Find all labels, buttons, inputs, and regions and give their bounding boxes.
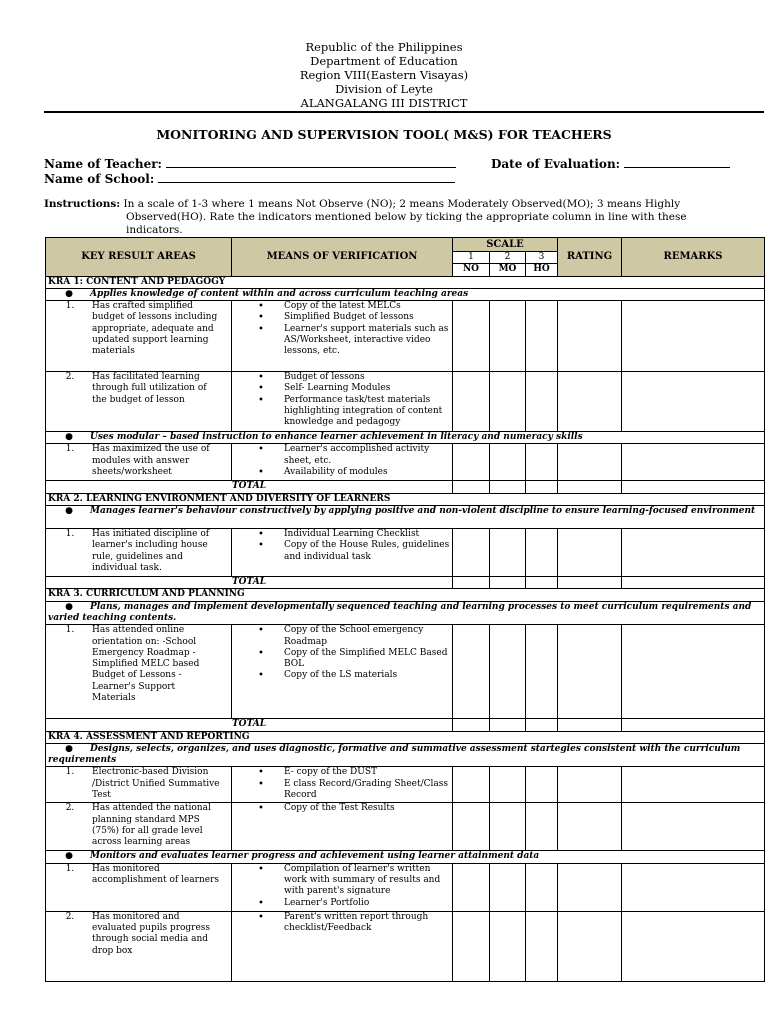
school-name-field[interactable]: [44, 171, 455, 186]
remarks-cell[interactable]: [622, 863, 765, 911]
total-ho-cell[interactable]: [526, 481, 558, 493]
verification-item: • Copy of the House Rules, guidelines and individual task: [284, 540, 450, 563]
scale-no-cell[interactable]: [453, 372, 490, 432]
item-cell: [46, 372, 232, 432]
verification-cell: [232, 301, 453, 372]
scale-mo-cell[interactable]: [490, 911, 526, 981]
kra-3-indicator-1: Plans, manages and implement developmentally sequenced teaching and learning processes to meet curriculum requirements and varied teaching contents.: [48, 601, 752, 623]
item-text: Electronic-based Division /District Unified Summative Test: [92, 767, 220, 801]
kra-1-indicator-1: Applies knowledge of content within and across curriculum teaching areas: [90, 288, 469, 299]
item-text: Has attended the national planning standard MPS (75%) for all grade level across learning areas: [92, 803, 211, 848]
header-key-result-areas: KEY RESULT AREAS: [46, 238, 232, 277]
indicator-row: [46, 288, 765, 300]
verification-item: • Parent's written report through checklist/Feedback: [284, 912, 450, 935]
rating-cell[interactable]: [558, 803, 622, 851]
scale-no-cell[interactable]: [453, 863, 490, 911]
kra-4-title: KRA 4. ASSESSMENT AND REPORTING: [46, 731, 765, 743]
kra-1-indicator-2: Uses modular – based instruction to enhance learner achievement in literacy and numeracy skills: [90, 432, 583, 443]
scale-mo-cell[interactable]: [490, 444, 526, 481]
bullet-icon: ●: [65, 601, 73, 612]
item-cell: [46, 301, 232, 372]
item-number: 2.: [65, 803, 75, 814]
scale-1: 1: [453, 252, 490, 264]
rating-cell[interactable]: [558, 444, 622, 481]
item-text: Has crafted simplified budget of lessons including appropriate, adequate and updated support learning materials: [92, 301, 218, 357]
verification-item: • Performance task/test materials highlighting integration of content knowledge and pedagogy: [284, 395, 450, 429]
table-row: [46, 444, 765, 481]
header-division: Division of Leyte: [335, 82, 433, 96]
remarks-cell[interactable]: [622, 444, 765, 481]
scale-2: 2: [490, 252, 526, 264]
total-mo-cell[interactable]: [490, 481, 526, 493]
instructions: [44, 198, 734, 237]
total-remarks-cell[interactable]: [622, 719, 765, 731]
indicator-row: [46, 601, 765, 625]
instructions-text-1: In a scale of 1-3 where 1 means Not Observe (NO); 2 means Moderately Observed(MO); 3 means Highly: [123, 198, 681, 210]
rating-cell[interactable]: [558, 625, 622, 719]
item-number: 1.: [65, 863, 75, 874]
teacher-name-label: Name of Teacher:: [44, 157, 162, 171]
total-rating-cell[interactable]: [558, 481, 622, 493]
verification-cell: [232, 444, 453, 481]
verification-item: • E- copy of the DUST: [284, 767, 450, 778]
item-cell: [46, 911, 232, 981]
scale-3: 3: [526, 252, 558, 264]
kra-4-indicator-2: Monitors and evaluates learner progress and achievement using learner attainment data: [90, 851, 540, 862]
rating-cell[interactable]: [558, 911, 622, 981]
bullet-icon: ●: [65, 432, 73, 443]
remarks-cell[interactable]: [622, 372, 765, 432]
scale-ho: HO: [526, 264, 558, 276]
kra-2-indicator-1: Manages learner's behaviour constructively by applying positive and non-violent discipline to ensure learning-focused environment: [90, 506, 756, 517]
item-cell: [46, 444, 232, 481]
total-label: TOTAL: [46, 481, 453, 493]
bullet-icon: ●: [65, 288, 73, 299]
verification-item: • Copy of the latest MELCs: [284, 301, 450, 312]
header-scale: SCALE: [453, 238, 558, 252]
rating-cell[interactable]: [558, 767, 622, 803]
header-rule: [44, 111, 764, 113]
header-remarks: REMARKS: [622, 238, 765, 277]
scale-no-cell[interactable]: [453, 911, 490, 981]
scale-no: NO: [453, 264, 490, 276]
scale-no-cell[interactable]: [453, 444, 490, 481]
verification-item: • Copy of the LS materials: [284, 670, 450, 681]
scale-no-cell[interactable]: [453, 301, 490, 372]
total-ho-cell[interactable]: [526, 577, 558, 589]
rating-cell[interactable]: [558, 372, 622, 432]
item-number: 1.: [65, 625, 75, 636]
scale-no-cell[interactable]: [453, 803, 490, 851]
scale-mo-cell[interactable]: [490, 863, 526, 911]
total-remarks-cell[interactable]: [622, 481, 765, 493]
table-row: [46, 803, 765, 851]
scale-no-cell[interactable]: [453, 767, 490, 803]
teacher-name-field[interactable]: [44, 156, 456, 171]
verification-item: • Self- Learning Modules: [284, 383, 450, 394]
item-number: 1.: [65, 301, 75, 312]
total-no-cell[interactable]: [453, 577, 490, 589]
header-rating: RATING: [558, 238, 622, 277]
kra-4-indicator-1: Designs, selects, organizes, and uses diagnostic, formative and summative assessment startegies consistent with the curriculum requirements: [48, 743, 741, 766]
verification-item: • E class Record/Grading Sheet/Class Record: [284, 779, 450, 802]
table-row: [46, 529, 765, 577]
header-means-of-verification: MEANS OF VERIFICATION: [232, 238, 453, 277]
scale-ho-cell[interactable]: [526, 444, 558, 481]
remarks-cell[interactable]: [622, 911, 765, 981]
remarks-cell[interactable]: [622, 529, 765, 577]
total-label: TOTAL: [46, 577, 453, 589]
kra-2-title: KRA 2. LEARNING ENVIRONMENT AND DIVERSITY OF LEARNERS: [46, 493, 765, 505]
total-no-cell[interactable]: [453, 481, 490, 493]
school-name-line[interactable]: [158, 171, 455, 183]
rating-cell[interactable]: [558, 863, 622, 911]
item-text: Has maximized the use of modules with answer sheets/worksheet: [92, 444, 210, 478]
scale-mo-cell[interactable]: [490, 529, 526, 577]
table-row: [46, 625, 765, 719]
item-cell: [46, 529, 232, 577]
header-district: ALANGALANG III DISTRICT: [300, 96, 468, 110]
indicator-row: [46, 432, 765, 444]
instructions-label: Instructions:: [44, 198, 121, 210]
item-cell: [46, 625, 232, 719]
total-rating-cell[interactable]: [558, 719, 622, 731]
item-text: Has monitored accomplishment of learners: [92, 863, 219, 886]
item-number: 1.: [65, 529, 75, 540]
table-row: [46, 863, 765, 911]
table-row: [46, 911, 765, 981]
evaluation-date-label: Date of Evaluation:: [491, 157, 621, 171]
instructions-text-2: Observed(HO). Rate the indicators mentioned below by ticking the appropriate column in line with these: [126, 211, 687, 223]
scale-mo-cell[interactable]: [490, 803, 526, 851]
item-number: 2.: [65, 372, 75, 383]
scale-ho-cell[interactable]: [526, 372, 558, 432]
scale-mo: MO: [490, 264, 526, 276]
item-text: Has facilitated learning through full utilization of the budget of lesson: [92, 372, 207, 405]
instructions-text-3: indicators.: [126, 224, 183, 236]
remarks-cell[interactable]: [622, 625, 765, 719]
total-label: TOTAL: [46, 719, 453, 731]
verification-item: • Copy of the Simplified MELC Based BOL: [284, 648, 450, 671]
item-cell: [46, 863, 232, 911]
verification-item: • Copy of the School emergency Roadmap: [284, 625, 450, 648]
table-row: [46, 767, 765, 803]
verification-cell: [232, 767, 453, 803]
item-text: Has attended online orientation on: -School Emergency Roadmap -Simplified MELC based Budget of Lessons -Learner's Support Materials: [92, 625, 200, 704]
scale-ho-cell[interactable]: [526, 625, 558, 719]
indicator-row: [46, 743, 765, 767]
item-text: Has monitored and evaluated pupils progress through social media and drop box: [92, 911, 211, 956]
scale-mo-cell[interactable]: [490, 767, 526, 803]
scale-no-cell[interactable]: [453, 529, 490, 577]
item-number: 2.: [65, 911, 75, 922]
indicator-row: [46, 851, 765, 863]
total-mo-cell[interactable]: [490, 577, 526, 589]
item-number: 1.: [65, 444, 75, 455]
scale-ho-cell[interactable]: [526, 767, 558, 803]
verification-item: • Learner's accomplished activity sheet, etc.: [284, 444, 450, 467]
total-rating-cell[interactable]: [558, 577, 622, 589]
scale-mo-cell[interactable]: [490, 301, 526, 372]
page-title: MONITORING AND SUPERVISION TOOL( M&S) FOR TEACHERS: [156, 127, 612, 142]
evaluation-date-field[interactable]: [491, 156, 730, 171]
item-number: 1.: [65, 767, 75, 778]
verification-item: • Learner's Portfolio: [284, 898, 450, 909]
total-no-cell[interactable]: [453, 719, 490, 731]
scale-ho-cell[interactable]: [526, 911, 558, 981]
table-row: [46, 372, 765, 432]
total-ho-cell[interactable]: [526, 719, 558, 731]
bullet-icon: ●: [65, 743, 73, 754]
evaluation-date-line[interactable]: [624, 156, 730, 168]
scale-ho-cell[interactable]: [526, 863, 558, 911]
scale-ho-cell[interactable]: [526, 529, 558, 577]
total-mo-cell[interactable]: [490, 719, 526, 731]
verification-cell: [232, 911, 453, 981]
scale-ho-cell[interactable]: [526, 301, 558, 372]
assessment-table: [45, 237, 765, 982]
header-republic: Republic of the Philippines: [305, 40, 463, 54]
school-name-label: Name of School:: [44, 172, 155, 186]
indicator-row: [46, 506, 765, 529]
remarks-cell[interactable]: [622, 767, 765, 803]
verification-cell: [232, 803, 453, 851]
verification-item: • Budget of lessons: [284, 372, 450, 383]
bullet-icon: ●: [65, 851, 73, 862]
scale-mo-cell[interactable]: [490, 372, 526, 432]
bullet-icon: ●: [65, 506, 73, 517]
kra-1-title: KRA 1: CONTENT AND PEDAGOGY: [46, 276, 765, 288]
rating-cell[interactable]: [558, 529, 622, 577]
verification-item: • Copy of the Test Results: [284, 803, 450, 814]
header-region: Region VIII(Eastern Visayas): [299, 68, 469, 82]
kra-3-title: KRA 3. CURRICULUM AND PLANNING: [46, 589, 765, 601]
scale-ho-cell[interactable]: [526, 803, 558, 851]
verification-item: • Learner's support materials such as AS/Worksheet, interactive video lessons, etc.: [284, 324, 450, 358]
verification-cell: [232, 863, 453, 911]
verification-cell: [232, 625, 453, 719]
scale-mo-cell[interactable]: [490, 625, 526, 719]
teacher-name-line[interactable]: [166, 156, 456, 168]
verification-item: • Compilation of learner's written work with summary of results and with parent's signature: [284, 864, 450, 898]
verification-cell: [232, 372, 453, 432]
item-cell: [46, 767, 232, 803]
scale-no-cell[interactable]: [453, 625, 490, 719]
verification-item: • Simplified Budget of lessons: [284, 312, 450, 323]
total-remarks-cell[interactable]: [622, 577, 765, 589]
remarks-cell[interactable]: [622, 301, 765, 372]
item-text: Has initiated discipline of learner's including house rule, guidelines and individual task.: [92, 529, 210, 573]
verification-item: • Availability of modules: [284, 467, 450, 478]
table-row: [46, 301, 765, 372]
item-cell: [46, 803, 232, 851]
rating-cell[interactable]: [558, 301, 622, 372]
remarks-cell[interactable]: [622, 803, 765, 851]
verification-cell: [232, 529, 453, 577]
verification-item: • Individual Learning Checklist: [284, 529, 450, 540]
header-department: Department of Education: [310, 54, 458, 68]
